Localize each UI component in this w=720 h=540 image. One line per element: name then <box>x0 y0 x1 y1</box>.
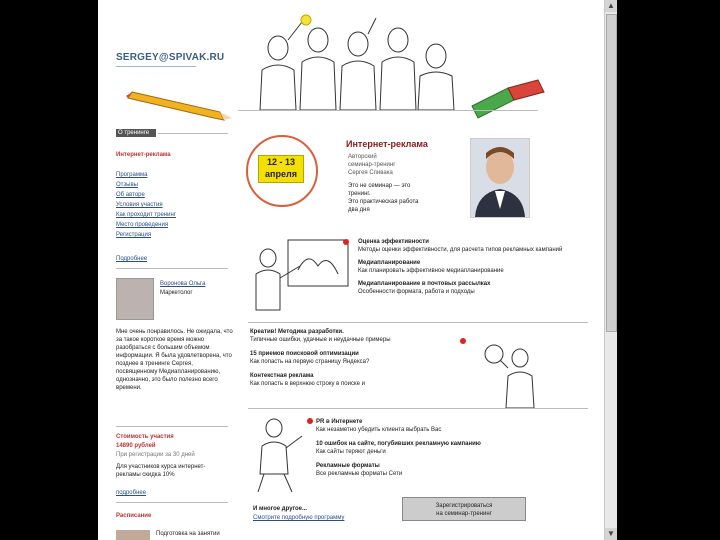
people-illustration <box>248 10 478 118</box>
seminar-description <box>348 182 466 214</box>
topic-list-2 <box>250 328 465 388</box>
seminar-title: Интернет-реклама <box>346 139 428 149</box>
sidebar-link-place[interactable]: Место проведения <box>116 222 169 228</box>
price-value: 14890 рублей <box>116 443 156 449</box>
date-month: апреля <box>265 169 297 179</box>
sidebar-link-how[interactable]: Как проходит тренинг <box>116 212 176 218</box>
content-divider-2 <box>248 408 588 409</box>
topic-title: Креатив! Методика разработки. <box>250 329 344 335</box>
sidebar-section-title: Интернет-реклама <box>116 152 171 158</box>
sidebar-link-conditions[interactable]: Условия участия <box>116 202 163 208</box>
magnifier-illustration <box>476 332 546 410</box>
topic-text: Методы оценки эффективности, для расчета типов рекламных кампаний <box>358 247 563 253</box>
web-page <box>98 0 604 540</box>
site-logo[interactable]: SERGEY@SPIVAK.RU <box>116 52 225 63</box>
register-label-1: Зарегистрироваться <box>435 503 493 509</box>
topic-list-3 <box>316 418 576 478</box>
topic-list-1 <box>358 238 593 296</box>
logo-underline <box>116 66 196 67</box>
sidebar-nav-label[interactable] <box>116 129 156 137</box>
register-button[interactable] <box>402 497 526 521</box>
sidebar-divider-2 <box>116 268 228 269</box>
nav-label-text: О тренинге <box>118 130 150 136</box>
author-portrait <box>471 139 529 217</box>
seminar-subtitle <box>348 153 395 177</box>
presentation-illustration <box>248 230 353 318</box>
pencil-illustration <box>124 88 234 122</box>
seminar-subtitle-2: семинар-тренинг <box>348 162 396 168</box>
date-badge <box>258 155 304 183</box>
topic-title: Оценка эффективности <box>358 239 429 245</box>
topic-pin-1 <box>343 239 349 245</box>
sidebar-link-register[interactable]: Регистрация <box>116 232 152 238</box>
topic-text: Как незаметно убедить клиента выбрать Вас <box>316 427 442 433</box>
seminar-subtitle-3: Сергея Спивака <box>348 170 393 176</box>
topic-title: Рекламные форматы <box>316 463 380 469</box>
topic-text: Как сайты теряют деньги <box>316 449 386 455</box>
topic-text: Как попасть на первую страницу Яндекса? <box>250 359 370 365</box>
sidebar-more-link[interactable]: Подробнее <box>116 256 148 262</box>
sidebar-link-reviews[interactable]: Отзывы <box>116 182 138 188</box>
topic-text: Как планировать эффективное медиапланирование <box>358 268 504 274</box>
schedule-title: Расписание <box>116 513 152 519</box>
topic-title: Контекстная реклама <box>250 373 314 379</box>
topic-text: Типичные ошибки, удачные и неудачные примеры <box>250 337 391 343</box>
topic-text: Как попасть в верхнюю строку в поиске и <box>250 381 366 387</box>
vertical-scrollbar[interactable] <box>604 0 617 540</box>
schedule-item: Подготовка на занятии <box>156 531 220 537</box>
seminar-subtitle-1: Авторский <box>348 154 377 160</box>
more-topics-text: И многое другое... <box>253 506 307 512</box>
review-text: Мне очень понравилось. Не ожидала, что за такое короткое время можно разобраться с большим объемом информации. Я была удовлетворена, что позднее в тренинге Сергея, посвященному Медиапланированию, однозначно, это было полезно всего времени. <box>116 329 233 391</box>
topic-title: 15 приемов поисковой оптимизации <box>250 351 359 357</box>
date-range: 12 - 13 <box>266 157 296 167</box>
register-label-2: на семинар-тренинг <box>436 511 492 517</box>
scroll-up-icon[interactable]: ▲ <box>605 0 617 12</box>
eraser-illustration <box>468 78 548 122</box>
sidebar-link-program[interactable]: Программа <box>116 172 148 178</box>
seminar-desc-1: Это не семинар — это <box>348 183 411 189</box>
sidebar-divider-3 <box>116 426 228 427</box>
discount-more-link[interactable]: подробнее <box>116 490 147 496</box>
scroll-down-icon[interactable]: ▼ <box>605 528 617 540</box>
seminar-desc-4: два дня <box>348 207 370 213</box>
topic-text: Все рекламные форматы Сети <box>316 471 403 477</box>
topic-pin-2 <box>460 338 466 344</box>
reviewer-avatar <box>116 278 154 320</box>
sidebar-link-author[interactable]: Об авторе <box>116 192 145 198</box>
seminar-desc-3: Это практическая работа <box>348 199 419 205</box>
content-divider-1 <box>248 322 588 323</box>
schedule-avatar <box>116 530 150 540</box>
author-photo <box>470 138 530 218</box>
topic-title: 10 ошибок на сайте, погубивших рекламную кампанию <box>316 441 481 447</box>
sidebar-links <box>116 171 216 239</box>
sidebar-divider <box>158 133 228 134</box>
sidebar-divider-4 <box>116 502 228 503</box>
scroll-thumb[interactable] <box>606 14 617 332</box>
reviewer-role: Маркетолог <box>160 290 193 296</box>
topic-title: Медиапланирование в почтовых рассылках <box>358 281 491 287</box>
dancer-illustration <box>248 412 308 496</box>
discount-text: Для участников курса интернет-рекламы скидка 10% <box>116 464 206 478</box>
header-divider <box>238 110 538 111</box>
price-title: Стоимость участия <box>116 434 174 440</box>
reviewer-name[interactable]: Воронова Ольга <box>160 281 206 287</box>
topic-title: Медиапланирование <box>358 260 421 266</box>
full-program-link[interactable]: Смотрите подробную программу <box>253 515 345 521</box>
seminar-desc-2: тренинг. <box>348 191 371 197</box>
topic-title: PR в Интернете <box>316 419 363 425</box>
price-note: При регистрации за 30 дней <box>116 452 195 458</box>
topic-text: Особенности формата, работа и подходы <box>358 289 475 295</box>
